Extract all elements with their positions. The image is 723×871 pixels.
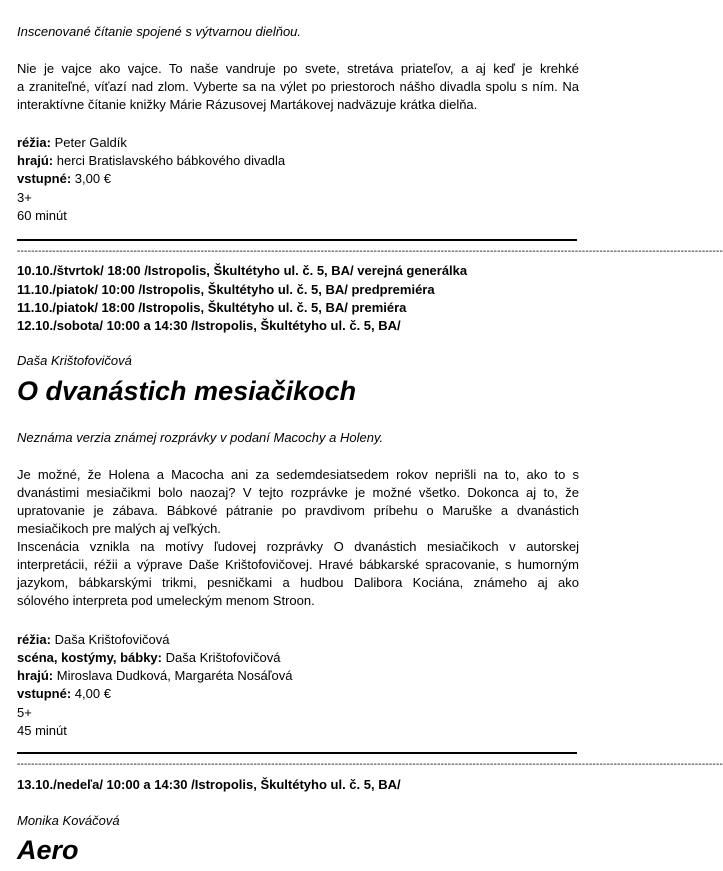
credit-label: scéna, kostýmy, bábky: (17, 650, 162, 665)
credit-value: 3,00 € (71, 171, 111, 186)
section1-description (17, 60, 579, 114)
credit-value: Daša Krištofovičová (162, 650, 281, 665)
section1-credit-cast (17, 152, 285, 170)
credit-label: vstupné: (17, 171, 72, 186)
credit-value: 4,00 € (71, 686, 111, 701)
dashed-divider: -------------------------------------------------------------------------------------------------------------------------------------------------------------------------------------------------------- (17, 246, 723, 257)
section1-desc-line: a zraniteľné, víťazí nad zlom. Vyberte sa na výlet po priestoroch nášho divadla spolu s ním. Na (17, 79, 579, 94)
section2-intro: Neznáma verzia známej rozprávky v podaní Macochy a Holeny. (17, 430, 384, 445)
section1-desc-line: Nie je vajce ako vajce. To naše vandruje po svete, stretáva priateľov, a aj keď je krehké (17, 61, 579, 76)
credit-label: réžia: (17, 632, 51, 647)
section2-credit-direction (17, 631, 169, 649)
section2-author: Daša Krištofovičová (17, 353, 132, 368)
divider-line (17, 752, 577, 754)
section2-description (17, 466, 579, 610)
section2-credit-cast (17, 667, 292, 685)
section2-title: O dvanástich mesiačikoch (17, 376, 357, 406)
credit-label: hrajú: (17, 153, 54, 168)
section2-desc-line: mesiačikoch pre malých aj veľkých. (17, 521, 221, 536)
section1-age: 3+ (17, 190, 32, 205)
section2-credit-admission (17, 685, 111, 703)
section1-desc-line: interaktívne čítanie knižky Márie Rázusovej Martákovej nadväzuje krátka dielňa. (17, 97, 478, 112)
section2-desc-line: jazykom, bábkarskými trikmi, pesničkami a hudbou Dalibora Kociána, známeho aj ako (17, 575, 579, 590)
section1-schedule-item: 11.10./piatok/ 18:00 /Istropolis, Škultétyho ul. č. 5, BA/ premiéra (17, 300, 407, 315)
section2-desc-line: Je možné, že Holena a Macocha ani za sedemdesiatsedem rokov neprišli na to, ako to s (17, 467, 579, 482)
credit-label: hrajú: (17, 668, 54, 683)
section2-credit-design (17, 649, 281, 667)
credit-value: herci Bratislavského bábkového divadla (53, 153, 286, 168)
section3-title: Aero (17, 835, 79, 865)
section3-author: Monika Kováčová (17, 813, 120, 828)
credit-value: Daša Krištofovičová (50, 632, 170, 647)
section2-desc-line: dvanástimi mesiačikmi bolo naozaj? V tejto rozprávke je možné všetko. Dokonca aj to, že (17, 485, 579, 500)
section1-intro: Inscenované čítanie spojené s výtvarnou dielňou. (17, 24, 302, 39)
section2-desc-line: Inscenácia vznikla na motívy ľudovej rozprávky O dvanástich mesiačikoch v autorskej (17, 539, 579, 554)
credit-label: réžia: (17, 135, 51, 150)
credit-value: Miroslava Dudková, Margaréta Nosáľová (53, 668, 293, 683)
section2-desc-line: upratovanie je zábava. Bábkové pátranie po pravdivom príbehu o Maruške a dvanástich (17, 503, 579, 518)
divider-line (17, 239, 577, 241)
section2-schedule-item: 13.10./nedeľa/ 10:00 a 14:30 /Istropolis, Škultétyho ul. č. 5, BA/ (17, 777, 401, 792)
section2-duration: 45 minút (17, 723, 67, 738)
credit-label: vstupné: (17, 686, 72, 701)
section1-duration: 60 minút (17, 208, 67, 223)
section1-schedule-item: 11.10./piatok/ 10:00 /Istropolis, Škultétyho ul. č. 5, BA/ predpremiéra (17, 282, 435, 297)
section2-desc-line: sólového interpreta pod umeleckým menom Stroon. (17, 593, 315, 608)
section1-credit-direction (17, 134, 127, 152)
dashed-divider: -------------------------------------------------------------------------------------------------------------------------------------------------------------------------------------------------------- (17, 759, 723, 770)
credit-value: Peter Galdík (50, 135, 127, 150)
section1-schedule-item: 10.10./štvrtok/ 18:00 /Istropolis, Škultétyho ul. č. 5, BA/ verejná generálka (17, 263, 468, 278)
section2-age: 5+ (17, 705, 32, 720)
section2-desc-line: interpretácii, réžii a výprave Daše Krištofovičovej. Hravé bábkarské spracovanie, s humorným (17, 557, 579, 572)
section1-schedule-item: 12.10./sobota/ 10:00 a 14:30 /Istropolis, Škultétyho ul. č. 5, BA/ (17, 318, 401, 333)
section1-credit-admission (17, 170, 111, 188)
